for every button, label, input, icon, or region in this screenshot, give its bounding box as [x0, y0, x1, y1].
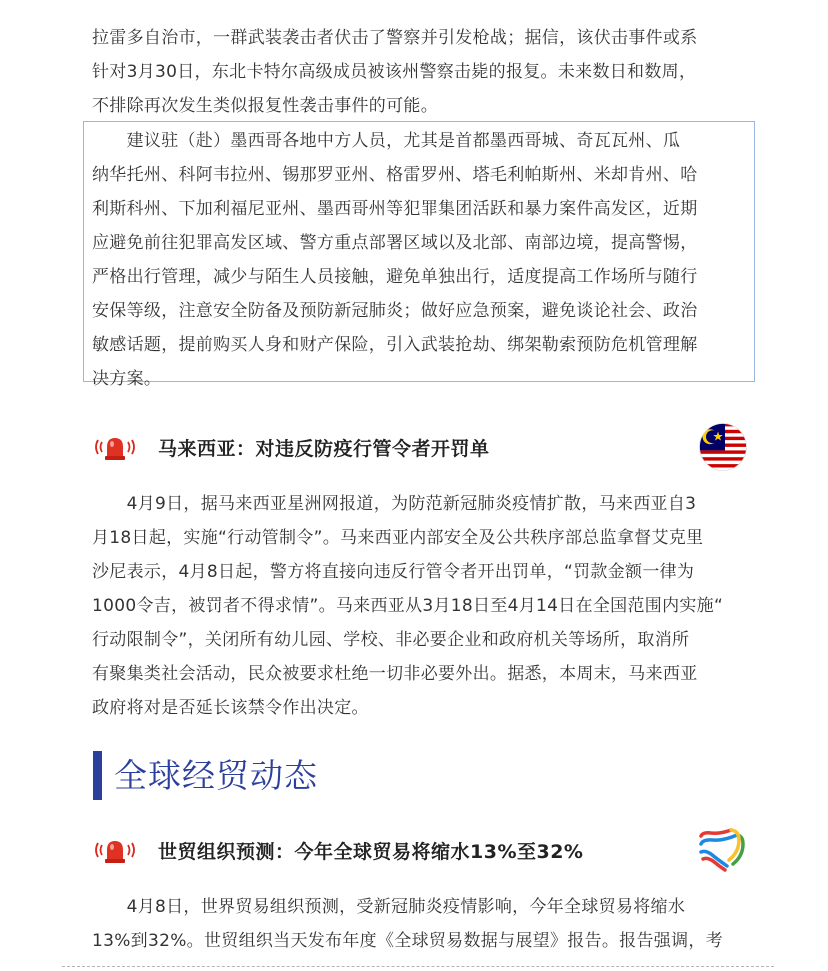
- text-line: 利斯科州、下加利福尼亚州、墨西哥州等犯罪集团活跃和暴力案件高发区，近期: [92, 199, 698, 219]
- page-divider: [62, 966, 774, 967]
- text-line: 行动限制令”，关闭所有幼儿园、学校、非必要企业和政府机关等场所，取消所: [92, 630, 690, 650]
- wto-logo-icon: [697, 826, 749, 874]
- text-line: 4月9日，据马来西亚星洲网报道，为防范新冠肺炎疫情扩散，马来西亚自3: [92, 494, 697, 514]
- text-line: 拉雷多自治市，一群武装袭击者伏击了警察并引发枪战；据信，该伏击事件或系: [92, 28, 698, 48]
- section-title: 全球经贸动态: [114, 756, 318, 795]
- alarm-icon: [92, 432, 138, 462]
- text-line: 沙尼表示，4月8日起，警方将直接向违反行管令者开出罚单，“罚款金额一律为: [92, 562, 695, 582]
- text-line: 严格出行管理，减少与陌生人员接触，避免单独出行，适度提高工作场所与随行: [92, 267, 698, 287]
- advisory-paragraph: [92, 124, 752, 396]
- text-line: 有聚集类社会活动，民众被要求杜绝一切非必要外出。据悉，本周末，马来西亚: [92, 664, 698, 684]
- text-line: 13%到32%。世贸组织当天发布年度《全球贸易数据与展望》报告。报告强调，考: [92, 931, 723, 951]
- news-title: 马来西亚：对违反防疫行管令者开罚单: [158, 437, 490, 460]
- malaysia-flag-icon: [699, 423, 747, 471]
- news-title: 世贸组织预测：今年全球贸易将缩水13%至32%: [158, 840, 584, 863]
- alarm-icon: [92, 835, 138, 865]
- wto-news-paragraph: [92, 890, 752, 958]
- text-line: 针对3月30日，东北卡特尔高级成员被该州警察击毙的报复。未来数日和数周，: [92, 62, 697, 82]
- text-line: 政府将对是否延长该禁令作出决定。: [92, 698, 369, 718]
- text-line: 建议驻（赴）墨西哥各地中方人员，尤其是首都墨西哥城、奇瓦瓦州、瓜: [92, 131, 681, 151]
- text-line: 4月8日，世界贸易组织预测，受新冠肺炎疫情影响，今年全球贸易将缩水: [92, 897, 686, 917]
- intro-paragraph: [92, 21, 752, 123]
- text-line: 决方案。: [92, 369, 162, 389]
- text-line: 不排除再次发生类似报复性袭击事件的可能。: [92, 96, 438, 116]
- section-accent-bar: [93, 751, 102, 800]
- news-header-malaysia: [92, 427, 490, 467]
- news-header-wto: [92, 830, 583, 870]
- text-line: 月18日起，实施“行动管制令”。马来西亚内部安全及公共秩序部总监拿督艾克里: [92, 528, 704, 548]
- text-line: 1000令吉，被罚者不得求情”。马来西亚从3月18日至4月14日在全国范围内实施“: [92, 596, 724, 616]
- malaysia-news-paragraph: [92, 487, 752, 725]
- text-line: 敏感话题，提前购买人身和财产保险，引入武装抢劫、绑架勒索预防危机管理解: [92, 335, 698, 355]
- text-line: 纳华托州、科阿韦拉州、锡那罗亚州、格雷罗州、塔毛利帕斯州、米却肯州、哈: [92, 165, 698, 185]
- text-line: 安保等级，注意安全防备及预防新冠肺炎；做好应急预案，避免谈论社会、政治: [92, 301, 698, 321]
- text-line: 应避免前往犯罪高发区域、警方重点部署区域以及北部、南部边境，提高警惕，: [92, 233, 698, 253]
